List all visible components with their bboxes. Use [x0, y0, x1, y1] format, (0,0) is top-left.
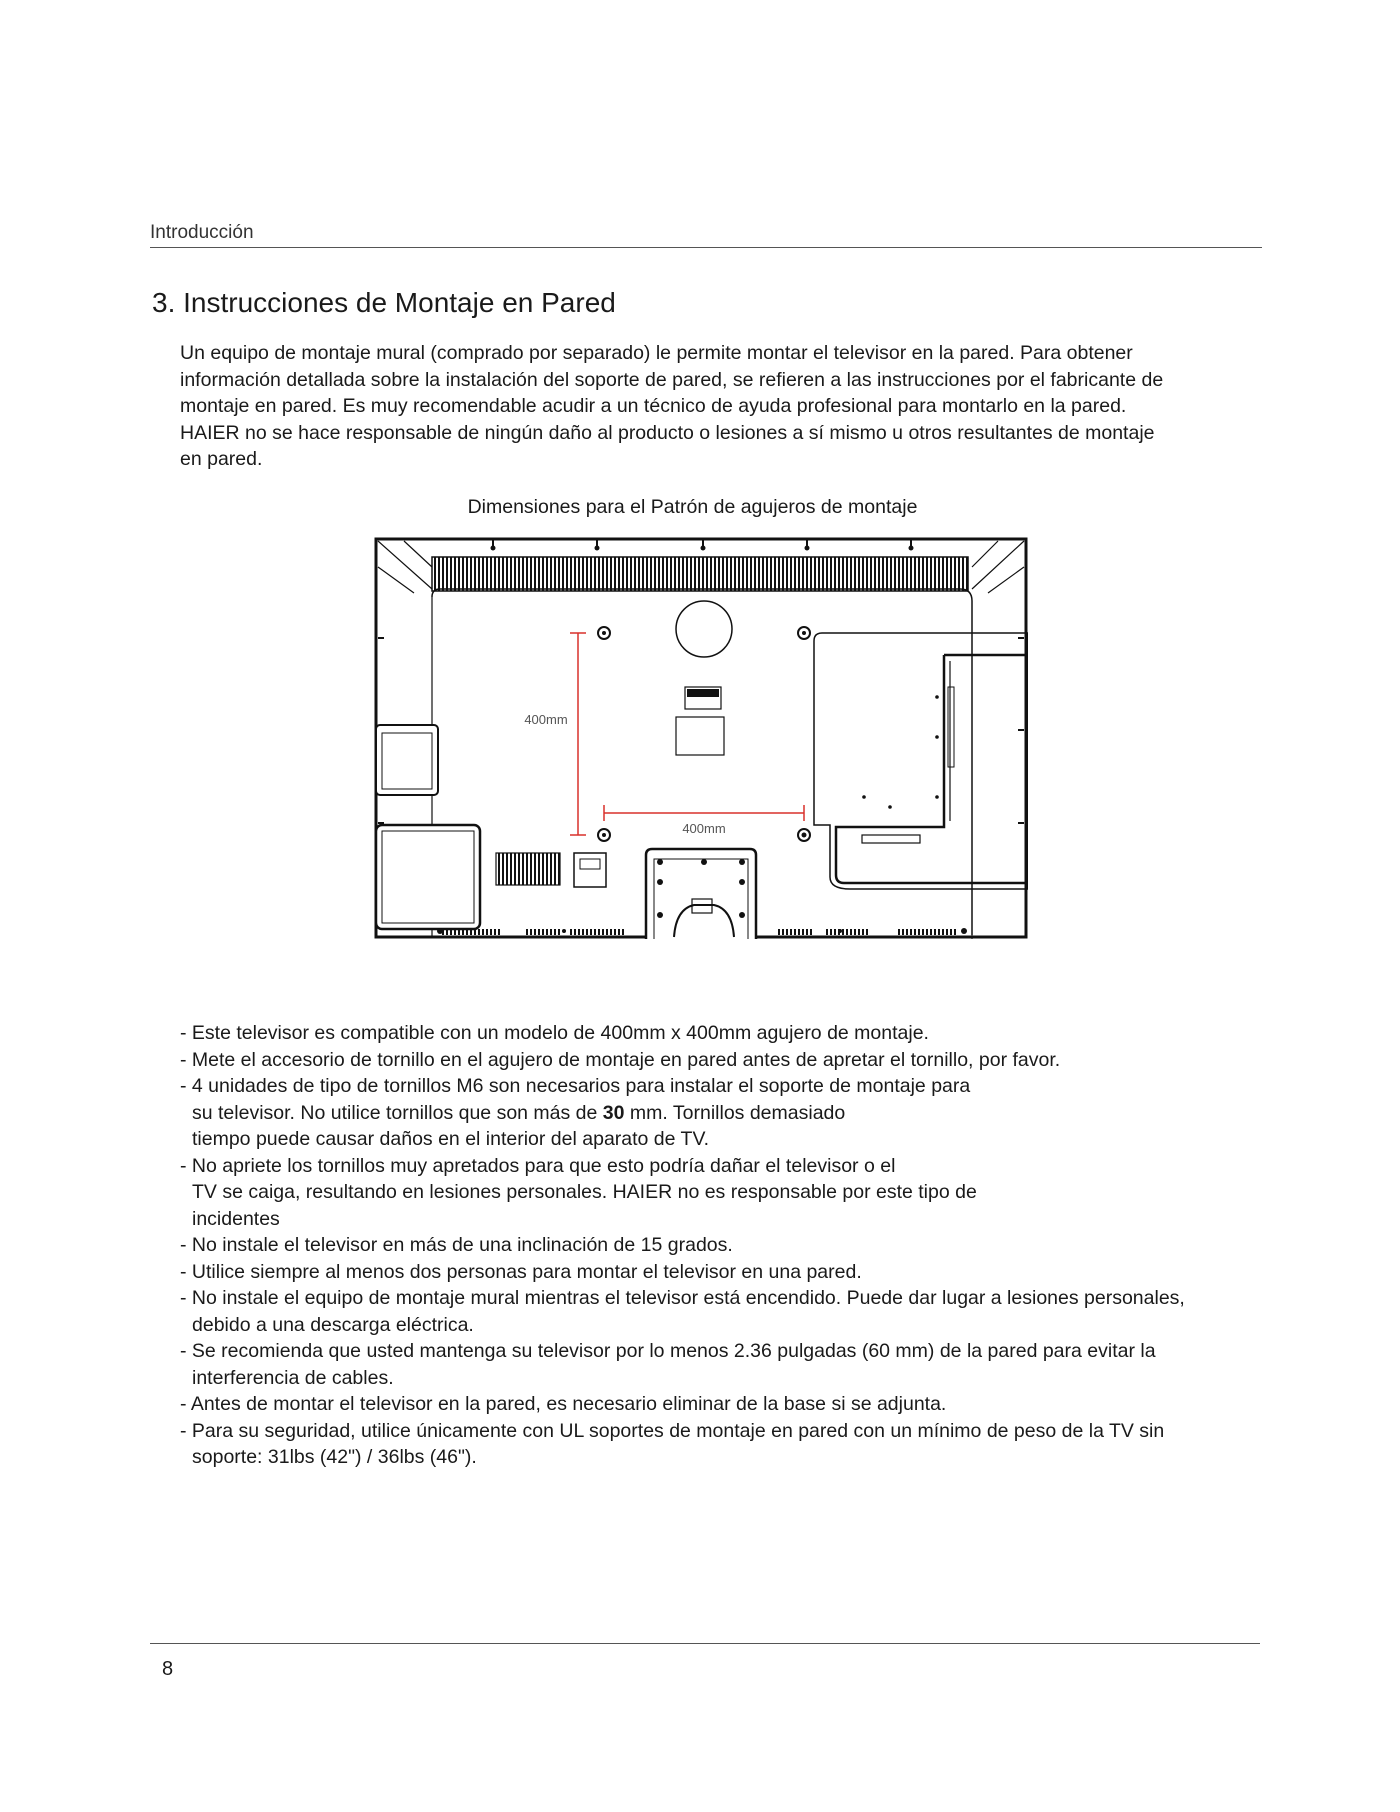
tv-back-diagram: [374, 537, 1028, 939]
mounting-notes-list: [180, 1020, 1260, 1471]
note-item: - Antes de montar el televisor en la pared, es necesario eliminar de la base si se adjunta.: [180, 1393, 947, 1415]
note-item: - No instale el televisor en más de una inclinación de 15 grados.: [180, 1234, 733, 1256]
power-socket: [574, 853, 606, 887]
rating-label: [676, 717, 724, 755]
intro-line: Un equipo de montaje mural (comprado por separado) le permite montar el televisor en la pared. Para obtener: [180, 342, 1133, 364]
note-item: - No instale el equipo de montaje mural mientras el televisor está encendido. Puede dar lugar a lesiones personales, debido a una descarga eléctrica.: [180, 1287, 1185, 1336]
intro-line: HAIER no se hace responsable de ningún daño al producto o lesiones a sí mismo u otros resultantes de montaje: [180, 421, 1155, 444]
note-item: - Se recomienda que usted mantenga su televisor por lo menos 2.36 pulgadas (60 mm) de la pared para evitar la interferencia de cables.: [180, 1340, 1156, 1389]
intro-line: información detallada sobre la instalación del soporte de pared, se refieren a las instrucciones por el fabricante de: [180, 368, 1164, 391]
page-number: 8: [162, 1658, 174, 1680]
note-item: - Este televisor es compatible con un modelo de 400mm x 400mm agujero de montaje.: [180, 1022, 929, 1044]
note-item: - 4 unidades de tipo de tornillos M6 son necesarios para instalar el soporte de montaje para su televisor. No utilice tornillos que son más de 30 mm. Tornillos demasiado tiempo puede causar daños en el interior del aparato de TV.: [180, 1075, 971, 1150]
header-rule: [150, 247, 1262, 248]
horizontal-dimension-label: 400mm: [682, 821, 726, 836]
max-screw-length: 30: [602, 1101, 625, 1124]
note-item: - Utilice siempre al menos dos personas para montar el televisor en una pared.: [180, 1260, 862, 1283]
footer-rule: [150, 1643, 1260, 1644]
section-title: 3. Instrucciones de Montaje en Pared: [152, 287, 616, 318]
left-connector-box: [376, 725, 438, 795]
section-header-label: Introducción: [150, 222, 254, 243]
left-lower-panel: [376, 825, 480, 929]
intro-line: en pared.: [180, 448, 263, 470]
vertical-dimension-label: 400mm: [524, 712, 568, 727]
note-item: - Para su seguridad, utilice únicamente con UL soportes de montaje en pared con un mínimo de peso de la TV sin soporte: 31lbs (42") / 36lbs (46").: [180, 1419, 1165, 1468]
tv-back-svg: [374, 537, 1028, 939]
top-vent-grille: [432, 557, 968, 591]
intro-paragraph: [180, 340, 1240, 473]
note-item: - No apriete los tornillos muy apretados para que esto podría dañar el televisor o el TV se caiga, resultando en lesiones personales. HAIER no es responsable por este tipo de incidentes: [180, 1154, 977, 1230]
intro-line: montaje en pared. Es muy recomendable acudir a un técnico de ayuda profesional para montarlo en la pared.: [180, 395, 1127, 417]
note-item: - Mete el accesorio de tornillo en el agujero de montaje en pared antes de apretar el tornillo, por favor.: [180, 1048, 1061, 1071]
diagram-caption: Dimensiones para el Patrón de agujeros de montaje: [467, 496, 918, 518]
lower-vent: [496, 853, 560, 885]
